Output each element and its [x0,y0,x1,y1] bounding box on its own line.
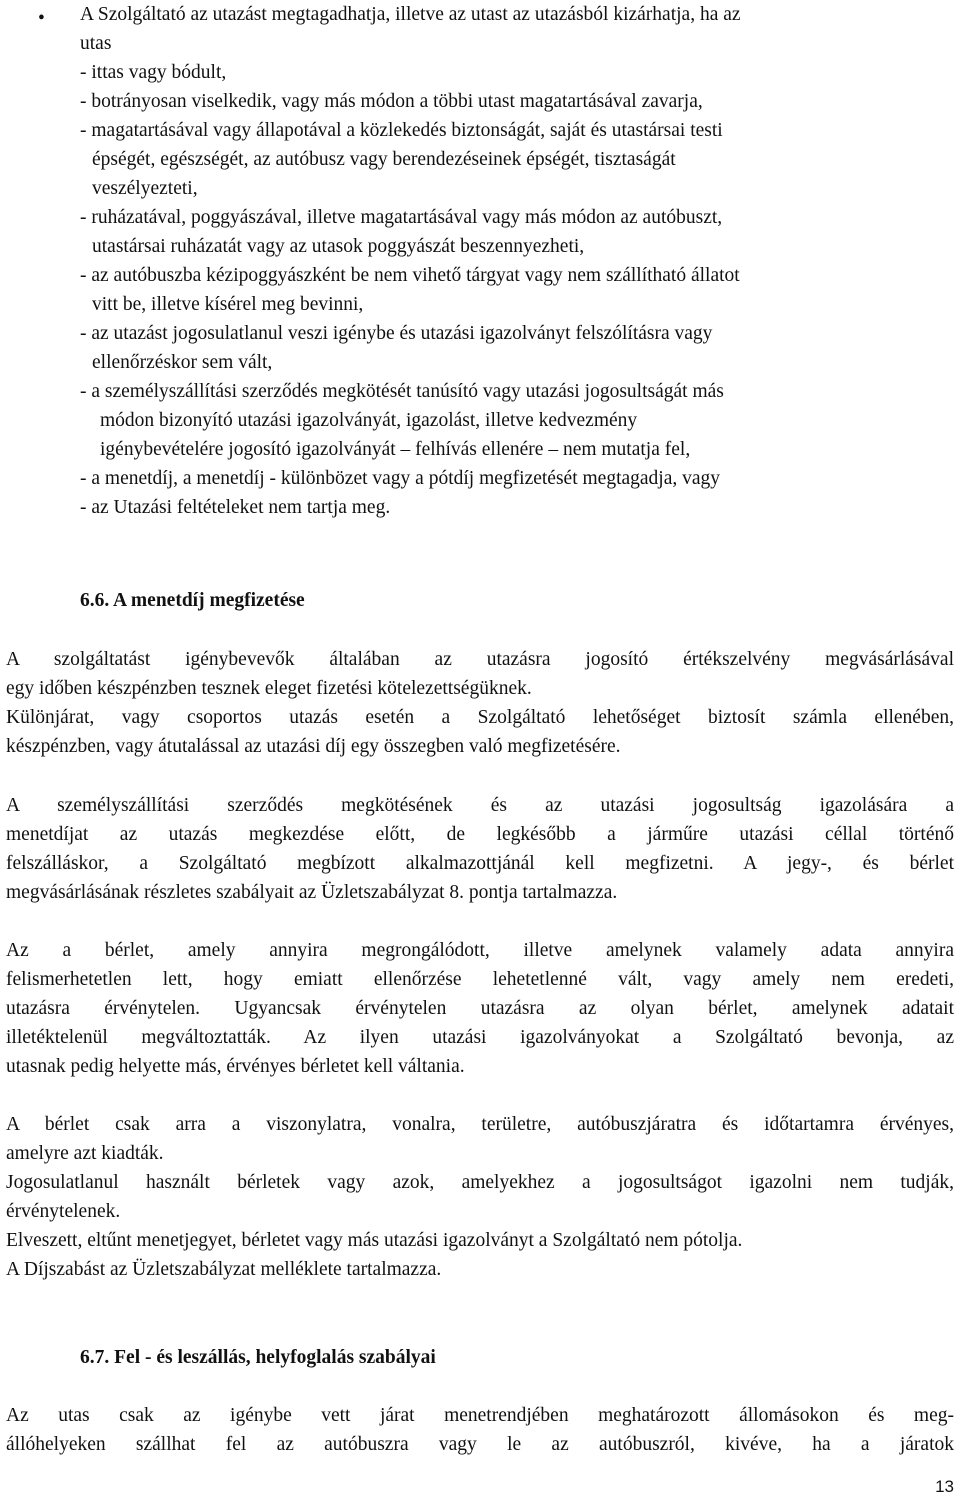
s66-p3-line-2: menetdíjat az utazás megkezdése előtt, de legkésőbb a járműre utazási céllal történő [6,824,954,845]
exclusion-item-endangers-line-1: - magatartásával vagy állapotával a közlekedés biztonságát, saját és utastársai testi [80,120,723,141]
exclusion-item-soils-line-2: utastársai ruházatát vagy az utasok poggyászát beszennyezheti, [92,236,585,257]
section-6-7-heading: 6.7. Fel - és leszállás, helyfoglalás szabályai [80,1347,436,1368]
s66-p4-line-3: utazásra érvénytelen. Ugyancsak érvénytelen utazásra az olyan bérlet, amelynek adatait [6,998,954,1019]
s66-p6-line-2: érvénytelenek. [6,1201,121,1222]
s66-p4-line-2: felismerhetetlen lett, hogy emiatt ellenőrzése lehetetlenné vált, vagy amely nem eredeti, [6,969,954,990]
exclusion-item-disorderly: - botrányosan viselkedik, vagy más módon a többi utast magatartásával zavarja, [80,91,703,112]
s66-p6-line-1: Jogosulatlanul használt bérletek vagy azok, amelyekhez a jogosultságot igazolni nem tudják, [6,1172,954,1193]
s66-p3-line-1: A személyszállítási szerződés megkötésének és az utazási jogosultság igazolására a [6,795,954,816]
s66-p2-line-2: készpénzben, vagy átutalással az utazási díj egy összegben való megfizetésére. [6,736,621,757]
exclusion-item-no-id-line-2: módon bizonyító utazási igazolványát, igazolást, illetve kedvezmény [100,410,638,431]
s66-p2-line-1: Különjárat, vagy csoportos utazás esetén a Szolgáltató lehetőséget biztosít számla ellenében, [6,707,954,728]
exclusion-item-no-ticket-line-2: ellenőrzéskor sem vált, [92,352,273,373]
exclusion-item-soils-line-1: - ruházatával, poggyászával, illetve magatartásával vagy más módon az autóbuszt, [80,207,723,228]
exclusion-item-intoxicated: - ittas vagy bódult, [80,62,227,83]
exclusion-item-endangers-line-2: épségét, egészségét, az autóbusz vagy berendezéseinek épségét, tisztaságát [92,149,676,170]
s66-p3-line-4: megvásárlásának részletes szabályait az Üzletszabályzat 8. pontja tartalmazza. [6,882,618,903]
exclusion-intro-line-1: A Szolgáltató az utazást megtagadhatja, illetve az utast az utazásból kizárhatja, ha az [80,4,741,25]
exclusion-item-no-ticket-line-1: - az utazást jogosulatlanul veszi igénybe és utazási igazolványt felszólításra vagy [80,323,713,344]
exclusion-item-prohibited-line-1: - az autóbuszba kézipoggyászként be nem vihető tárgyat vagy nem szállítható állatot [80,265,740,286]
s67-p1-line-2: állóhelyeken szállhat fel az autóbuszra vagy le az autóbuszról, kivéve, ha a járatok [6,1434,954,1455]
s66-p8-line-1: A Díjszabást az Üzletszabályzat melléklete tartalmazza. [6,1259,442,1280]
exclusion-item-refuses-payment: - a menetdíj, a menetdíj - különbözet vagy a pótdíj megfizetését megtagadja, vagy [80,468,721,489]
exclusion-intro-line-2: utas [80,33,112,54]
s67-p1-line-1: Az utas csak az igénybe vett járat menetrendjében meghatározott állomásokon és meg- [6,1405,954,1426]
exclusion-item-prohibited-line-2: vitt be, illetve kísérel meg bevinni, [92,294,364,315]
s66-p1-line-2: egy időben készpénzben tesznek eleget fizetési kötelezettségüknek. [6,678,532,699]
s66-p1-line-1: A szolgáltatást igénybevevők általában az utazásra jogosító értékszelvény megvásárlásával [6,649,954,670]
s66-p4-line-1: Az a bérlet, amely annyira megrongálódott, illetve amelynek valamely adata annyira [6,940,954,961]
s66-p5-line-1: A bérlet csak arra a viszonylatra, vonalra, területre, autóbuszjáratra és időtartamra érvényes, [6,1114,954,1135]
s66-p4-line-4: illetéktelenül megváltoztatták. Az ilyen utazási igazolványokat a Szolgáltató bevonja, az [6,1027,954,1048]
s66-p4-line-5: utasnak pedig helyette más, érvényes bérletet kell váltania. [6,1056,465,1077]
page-number: 13 [935,1477,954,1496]
s66-p7-line-1: Elveszett, eltűnt menetjegyet, bérletet vagy más utazási igazolványt a Szolgáltató nem pótolja. [6,1230,743,1251]
exclusion-item-no-id-line-1: - a személyszállítási szerződés megkötését tanúsító vagy utazási jogosultságát más [80,381,724,402]
exclusion-item-violates-terms: - az Utazási feltételeket nem tartja meg. [80,497,391,518]
s66-p3-line-3: felszálláskor, a Szolgáltató megbízott alkalmazottjánál kell megfizetni. A jegy-, és bérlet [6,853,954,874]
bullet-marker: • [38,8,45,29]
exclusion-item-no-id-line-3: igénybevételére jogosító igazolványát – felhívás ellenére – nem mutatja fel, [100,439,691,460]
s66-p5-line-2: amelyre azt kiadták. [6,1143,164,1164]
exclusion-item-endangers-line-3: veszélyezteti, [92,178,198,199]
section-6-6-heading: 6.6. A menetdíj megfizetése [80,590,305,611]
